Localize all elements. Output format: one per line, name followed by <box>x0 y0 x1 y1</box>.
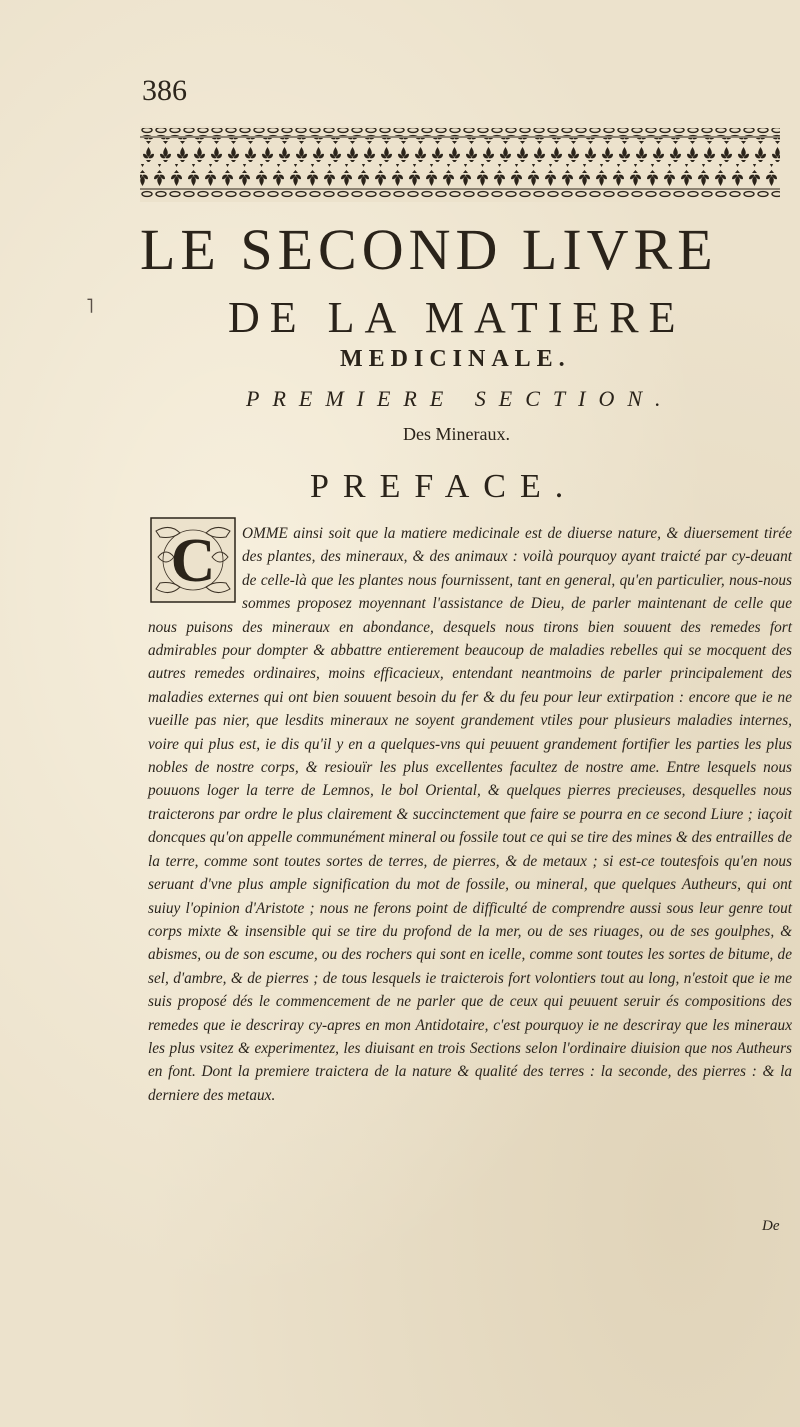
drop-cap-spacer <box>148 522 242 610</box>
preface-heading: PREFACE. <box>310 468 578 505</box>
preface-body-content: OMME ainsi soit que la matiere medicinale est de diuerse nature, & diuersement tirée des plantes, des mineraux, & des animaux : voilà pourquoy ayant traicté par cy-deuant de celle-là que les plantes nous fournissent, tant en general, qu'en particulier, nous-nous sommes proposez moyennant l'assistance de Dieu, de parler maintenant de celle que nous puisons des mineraux en abondance, desquels nous tirons bien souuent des remedes fort admirables pour dompter & abbattre entierement beaucoup de maladies rebelles qui se mocquent des autres remedes ordinaires, moins efficacieux, entendant neantmoins de parler principalement des maladies externes qui ont bien souuent besoin du fer & du feu pour leur extirpation : encore que ie ne vueille pas nier, que lesdits mineraux ne soyent grandement vtiles pour plusieurs maladies internes, voire qui plus est, ie dis qu'il y en a quelques-vns qui peuuent grandement fortifier les parties les plus nobles de nostre corps, & resiouïr les plus excellentes facultez de nostre ame. Entre lesquels nous pouuons loger la terre de Lemnos, le bol Oriental, & quelques pierres precieuses, desquelles nous traicterons par ordre le plus clairement & succinctement que faire se pourra en ce second Liure ; iaçoit doncques qu'on appelle communément mineral ou fossile tout ce qui se tire des mines & des entrailles de la terre, comme sont toutes sortes de terres, de pierres, & de metaux ; si est-ce toutesfois qu'en nous seruant d'vne plus ample signification du mot de fossile, ou mineral, que quelques Autheurs, qui ont suiuy l'opinion d'Aristote ; nous ne ferons point de difficulté de comprendre aussi sous leur genre tout corps mixte & insensible qui se tire du profond de la mer, ou de ses riuages, ou de ses goulphes, & abismes, ou de son escume, ou des rochers qui sont en icelle, comme sont toutes les sortes de bitume, de sel, d'ambre, & de pierres ; de tous lesquels ie traicterois fort volontiers tout au long, n'estoit que ie me suis proposé dés le commencement de ne parler que de ceux qui peuuent seruir és compositions des remedes que ie descriray cy-apres en mon Antidotaire, c'est pourquoy ie ne descriray que les mineraux les plus vsitez & experimentez, les diuisant en trois Sections selon l'ordinaire diuision que nos Autheurs en font. Dont la premiere traictera de la nature & qualité des terres : la seconde, des pierres : & la derniere des metaux. <box>148 525 792 1104</box>
book-title-line-2: DE LA MATIERE <box>228 293 686 342</box>
subheading: Des Mineraux. <box>403 424 510 444</box>
preface-body-text <box>148 522 792 1107</box>
book-title-line-1: LE SECOND LIVRE <box>140 217 718 282</box>
ornamental-header-band <box>140 126 780 202</box>
fleuron-border-ornament <box>140 126 780 202</box>
section-title: PREMIERE SECTION. <box>246 386 674 411</box>
margin-mark: ˥ <box>86 296 94 318</box>
catchword: De <box>762 1218 780 1234</box>
book-title-line-3: MEDICINALE. <box>340 346 571 372</box>
svg-text:C: C <box>170 527 216 595</box>
page-number: 386 <box>142 74 187 107</box>
